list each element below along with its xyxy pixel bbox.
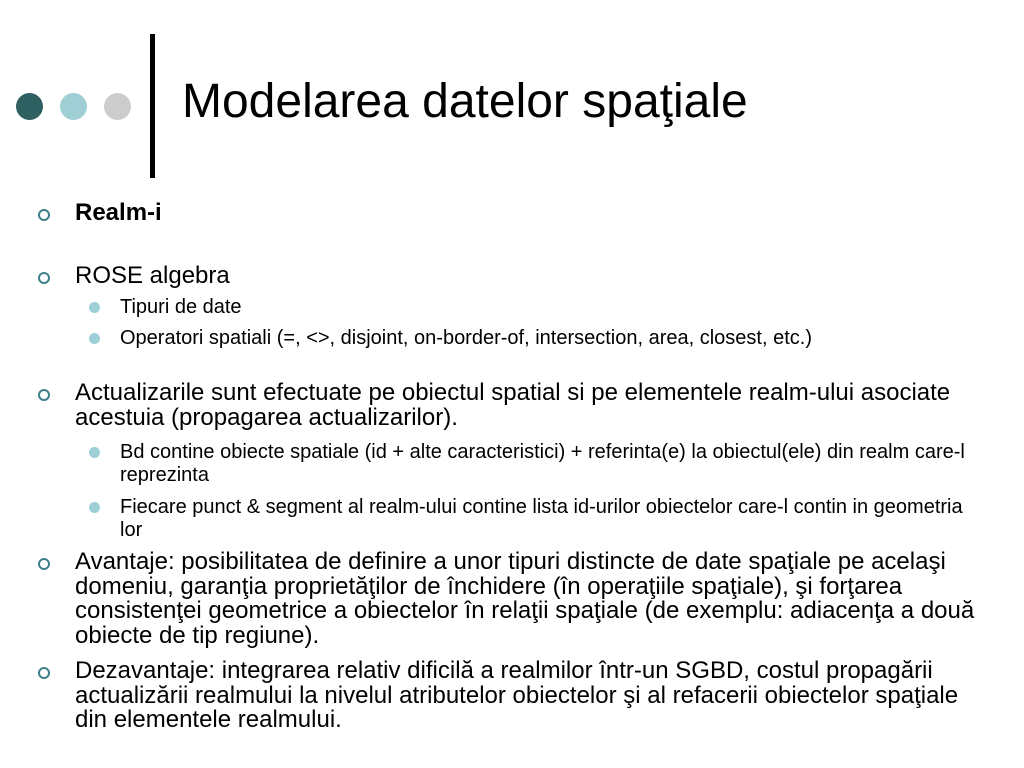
bullet-item	[75, 659, 995, 733]
sub-bullet-marker	[89, 447, 100, 458]
bullet-text: Tipuri de date	[120, 296, 242, 318]
sub-bullet-item	[120, 327, 990, 350]
light-dot	[104, 93, 131, 120]
bullet-item	[75, 201, 995, 226]
sub-bullet-item	[120, 496, 990, 541]
bullet-text: ROSE algebra	[75, 262, 230, 289]
slide-title: Modelarea datelor spaţiale	[182, 75, 748, 128]
dark-dot	[16, 93, 43, 120]
bullet-item	[75, 381, 995, 430]
title-decoration-dots	[16, 93, 136, 121]
bullet-marker	[38, 389, 50, 401]
mid-dot	[60, 93, 87, 120]
bullet-marker	[38, 558, 50, 570]
sub-bullet-marker	[89, 333, 100, 344]
bullet-text: Avantaje: posibilitatea de definire a unor tipuri distincte de date spaţiale pe acelaşi domeniu, garanţia proprietăţilor de închidere (în operaţiile spaţiale), şi forţarea consistenţei geometrice a obiectelor în relaţii spaţiale (de exemplu: adiacenţa a două obiecte de tip regiune).	[75, 548, 975, 649]
title-vertical-rule	[150, 34, 155, 178]
bullet-text: Actualizarile sunt efectuate pe obiectul spatial si pe elementele realm-ului asociate acestuia (propagarea actualizarilor).	[75, 379, 951, 431]
bullet-item	[75, 264, 995, 289]
bullet-marker	[38, 209, 50, 221]
bullet-text: Dezavantaje: integrarea relativ dificilă a realmilor într-un SGBD, costul propagării actualizării realmului la nivelul atributelor obiectelor şi al refacerii obiectelor spaţiale din elementele realmului.	[75, 657, 959, 733]
bullet-marker	[38, 272, 50, 284]
bullet-text: Fiecare punct & segment al realm-ului contine lista id-urilor obiectelor care-l contin in geometria lor	[120, 496, 963, 541]
bullet-text: Realm-i	[75, 199, 162, 226]
sub-bullet-marker	[89, 502, 100, 513]
sub-bullet-marker	[89, 302, 100, 313]
sub-bullet-item	[120, 296, 990, 319]
bullet-text: Bd contine obiecte spatiale (id + alte caracteristici) + referinta(e) la obiectul(ele) din realm care-l reprezinta	[120, 441, 965, 486]
sub-bullet-item	[120, 441, 990, 486]
bullet-text: Operatori spatiali (=, <>, disjoint, on-border-of, intersection, area, closest, etc.)	[120, 327, 812, 349]
bullet-item	[75, 550, 995, 648]
bullet-marker	[38, 667, 50, 679]
